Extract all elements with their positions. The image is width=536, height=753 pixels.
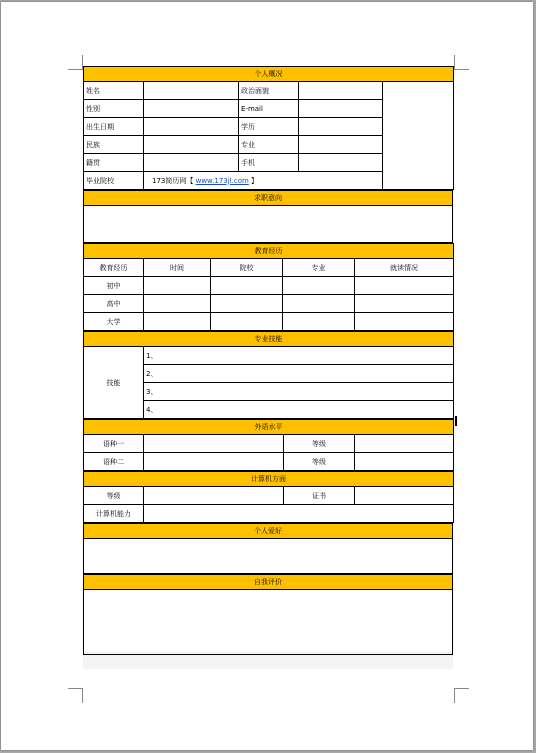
resume-form [83,66,453,655]
edu-cell[interactable] [355,295,454,313]
education-table [83,243,454,331]
label-birth: 出生日期 [84,118,144,136]
field-language-1[interactable] [144,435,284,453]
edu-row-label: 初中 [84,277,144,295]
personal-table [83,66,454,190]
section-header-education: 教育经历 [84,244,454,259]
field-computer-level[interactable] [144,487,284,505]
edu-col-school: 院校 [211,259,283,277]
edu-cell[interactable] [144,277,211,295]
label-language-2: 语种二 [84,453,144,471]
label-native: 籍贯 [84,154,144,172]
site-link[interactable]: www.173jl.com [195,176,249,185]
corner-mark-top-left [68,55,83,70]
objective-table [83,190,453,243]
field-birth[interactable] [144,118,239,136]
label-certificate: 证书 [284,487,355,505]
field-certificate[interactable] [355,487,454,505]
field-name[interactable] [144,82,239,100]
label-name: 姓名 [84,82,144,100]
label-major: 专业 [239,136,299,154]
site-prefix: 173简历网【 [152,176,194,185]
section-header-hobbies: 个人爱好 [84,524,453,539]
edu-cell[interactable] [211,295,283,313]
corner-mark-bottom-right [454,688,469,703]
edu-row-label: 高中 [84,295,144,313]
photo-box[interactable] [383,82,454,190]
field-level-1[interactable] [355,435,454,453]
hobbies-field[interactable] [84,539,453,574]
section-header-objective: 求职意向 [84,191,453,206]
label-level-1: 等级 [284,435,355,453]
edu-cell[interactable] [283,313,355,331]
label-computer-ability: 计算机能力 [84,505,144,523]
field-school[interactable] [144,172,383,190]
label-ethnicity: 民族 [84,136,144,154]
edu-cell[interactable] [144,313,211,331]
field-political[interactable] [299,82,383,100]
section-header-personal: 个人概况 [84,67,454,82]
label-education: 学历 [239,118,299,136]
label-language-1: 语种一 [84,435,144,453]
corner-mark-bottom-left [68,688,83,703]
hobbies-table [83,523,453,574]
section-header-computer: 计算机方面 [84,472,454,487]
section-header-skills: 专业技能 [84,332,454,347]
skills-label: 技能 [84,347,144,419]
field-ethnicity[interactable] [144,136,239,154]
field-computer-ability[interactable] [144,505,454,523]
section-header-language: 外语水平 [84,420,454,435]
label-school: 毕业院校 [84,172,144,190]
skill-item[interactable]: 2、 [144,365,454,383]
edu-row-label: 大学 [84,313,144,331]
self-eval-table [83,574,453,655]
skill-item[interactable]: 3、 [144,383,454,401]
edu-cell[interactable] [355,313,454,331]
skill-item[interactable]: 1、 [144,347,454,365]
field-level-2[interactable] [355,453,454,471]
edu-cell[interactable] [144,295,211,313]
field-gender[interactable] [144,100,239,118]
edu-col-status: 就读情况 [355,259,454,277]
edu-col-major: 专业 [283,259,355,277]
language-table [83,419,454,471]
edu-cell[interactable] [355,277,454,295]
label-email: E-mail [239,100,299,118]
corner-mark-top-right [454,55,469,70]
field-phone[interactable] [299,154,383,172]
edu-cell[interactable] [283,295,355,313]
label-political: 政治面貌 [239,82,299,100]
computer-table [83,471,454,523]
skills-table [83,331,454,419]
self-eval-field[interactable] [84,590,453,655]
edu-cell[interactable] [211,313,283,331]
edu-col-type: 教育经历 [84,259,144,277]
objective-field[interactable] [84,206,453,243]
label-gender: 性别 [84,100,144,118]
label-phone: 手机 [239,154,299,172]
section-header-self-eval: 自我评价 [84,575,453,590]
field-education[interactable] [299,118,383,136]
site-suffix: 】 [251,176,259,185]
skill-item[interactable]: 4、 [144,401,454,419]
field-native[interactable] [144,154,239,172]
text-cursor [455,416,457,426]
field-language-2[interactable] [144,453,284,471]
edu-cell[interactable] [211,277,283,295]
edu-col-time: 时间 [144,259,211,277]
field-major[interactable] [299,136,383,154]
label-computer-level: 等级 [84,487,144,505]
field-email[interactable] [299,100,383,118]
label-level-2: 等级 [284,453,355,471]
edu-cell[interactable] [283,277,355,295]
